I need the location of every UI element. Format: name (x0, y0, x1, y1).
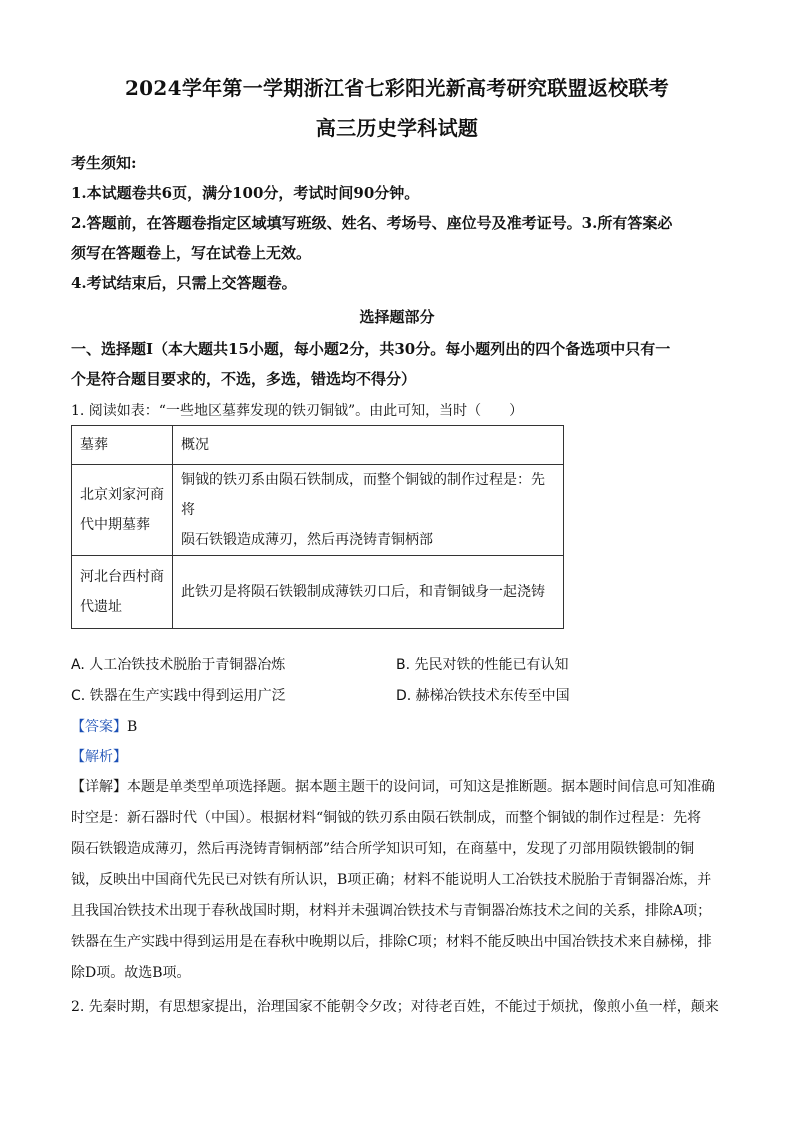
answer-tag: 【答案】 (71, 719, 127, 735)
q1-option-b: B. 先民对铁的性能已有认知 (396, 657, 569, 673)
cell-line: 北京刘家河商 (80, 487, 164, 503)
cell-line: 河北台西村商 (80, 569, 164, 585)
q1-table (71, 425, 564, 629)
section-title: 选择题部分 (359, 308, 435, 326)
cell-line: 铜钺的铁刃系由陨石铁制成，而整个铜钺的制作过程是：先将 (181, 472, 545, 518)
detail-line-1: 【详解】本题是单类型单项选择题。据本题主题干的设问词，可知这是推断题。据本题时间信息可知准确 (71, 779, 715, 795)
detail-line-7: 除D项。故选B项。 (71, 965, 191, 981)
q1-option-a: A. 人工冶铁技术脱胎于青铜器冶炼 (71, 657, 286, 673)
table-header-row (72, 426, 564, 465)
detail-line-4: 钺，反映出中国商代先民已对铁有所认识，B项正确；材料不能说明人工冶铁技术脱胎于青铜器冶炼，并 (71, 872, 712, 888)
detail-line-5: 且我国冶铁技术出现于春秋战国时期，材料并未强调冶铁技术与青铜器冶炼技术之间的关系，排除A项； (71, 903, 712, 919)
section-intro-line2: 个是符合题目要求的，不选，多选，错选均不得分） (71, 370, 417, 388)
table-cell-site (72, 556, 173, 629)
cell-line: 此铁刃是将陨石铁锻制成薄铁刃口后，和青铜钺身一起浇铸 (181, 584, 545, 600)
table-cell-desc (173, 556, 564, 629)
cell-line: 代遗址 (80, 599, 122, 615)
detail-line-3: 陨石铁锻造成薄刃，然后再浇铸青铜柄部”结合所学知识可知，在商墓中，发现了刃部用陨铁锻制的铜 (71, 841, 695, 857)
table-header-cell: 墓葬 (72, 426, 173, 465)
notice-item-1: 1.本试题卷共6页，满分100分，考试时间90分钟。 (71, 184, 420, 202)
table-row (72, 556, 564, 629)
section-intro-line1: 一、选择题Ⅰ（本大题共15小题，每小题2分，共30分。每小题列出的四个备选项中只有一 (71, 340, 671, 358)
table-cell-site (72, 465, 173, 556)
q1-answer (71, 716, 137, 736)
q1-stem: 1. 阅读如表：“一些地区墓葬发现的铁刃铜钺”。由此可知，当时（ ） (71, 403, 524, 419)
table-cell-desc (173, 465, 564, 556)
analysis-tag: 【解析】 (71, 749, 127, 765)
notice-heading: 考生须知: (71, 154, 137, 172)
detail-line-6: 铁器在生产实践中得到运用是在春秋中晚期以后，排除C项；材料不能反映出中国冶铁技术来自赫梯，排 (71, 934, 712, 950)
notice-item-2: 2.答题前，在答题卷指定区域填写班级、姓名、考场号、座位号及准考证号。3.所有答案必 (71, 214, 673, 232)
exam-title-line2: 高三历史学科试题 (315, 116, 479, 140)
answer-value: B (127, 719, 138, 735)
exam-title-line1: 2024学年第一学期浙江省七彩阳光新高考研究联盟返校联考 (124, 76, 670, 100)
q2-stem: 2. 先秦时期，有思想家提出，治理国家不能朝令夕改；对待老百姓，不能过于烦扰，像煎小鱼一样，颠来 (71, 999, 719, 1015)
q1-option-d: D. 赫梯冶铁技术东传至中国 (396, 688, 570, 704)
table-header-cell: 概况 (173, 426, 564, 465)
detail-line-2: 时空是：新石器时代（中国）。根据材料“铜钺的铁刃系由陨石铁制成，而整个铜钺的制作过程是：先将 (71, 810, 702, 826)
table-row (72, 465, 564, 556)
cell-line: 陨石铁锻造成薄刃，然后再浇铸青铜柄部 (181, 532, 433, 548)
q1-option-c: C. 铁器在生产实践中得到运用广泛 (71, 688, 286, 704)
cell-line: 代中期墓葬 (80, 517, 150, 533)
notice-item-4: 4.考试结束后，只需上交答题卷。 (71, 274, 297, 292)
notice-item-2-cont: 须写在答题卷上，写在试卷上无效。 (71, 244, 312, 262)
